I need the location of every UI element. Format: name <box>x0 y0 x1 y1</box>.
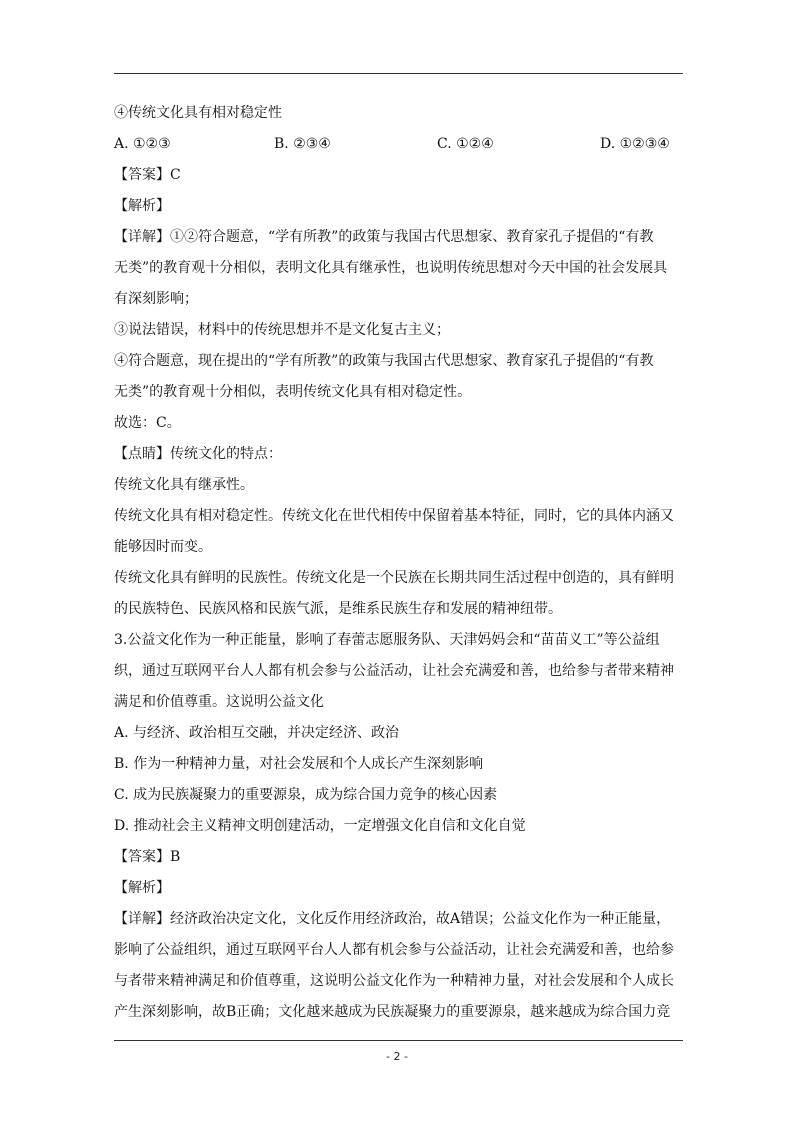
q2-tip-line: 传统文化具有鲜明的民族性。传统文化是一个民族在长期共同生活过程中创造的，具有鲜明 <box>114 570 674 586</box>
q2-detail-line: 【详解】①②符合题意，“学有所教”的政策与我国古代思想家、教育家孔子提倡的“有教 <box>114 229 654 245</box>
q2-detail-line: 无类”的教育观十分相似，表明传统文化具有相对稳定性。 <box>114 384 472 400</box>
q2-tip-line: 能够因时而变。 <box>114 539 212 555</box>
q2-option-c: C. ①②④ <box>437 136 494 152</box>
q3-option-b: B. 作为一种精神力量，对社会发展和个人成长产生深刻影响 <box>114 756 484 772</box>
q2-detail-line: 有深刻影响； <box>114 291 198 307</box>
q2-tip-line: 的民族特色、民族风格和民族气派，是维系民族生存和发展的精神纽带。 <box>114 601 562 617</box>
q3-detail-line: 【详解】经济政治决定文化，文化反作用经济政治，故A错误；公益文化作为一种正能量， <box>114 911 671 927</box>
q3-option-d: D. 推动社会主义精神文明创建活动，一定增强文化自信和文化自觉 <box>114 818 526 834</box>
q2-tip-line: 传统文化具有相对稳定性。传统文化在世代相传中保留着基本特征，同时，它的具体内涵又 <box>114 508 674 524</box>
q2-detail-line: ③说法错误，材料中的传统思想并不是文化复古主义； <box>114 322 450 338</box>
q3-stem-line: 满足和价值尊重。这说明公益文化 <box>114 694 324 710</box>
q2-option-d: D. ①②③④ <box>600 136 670 152</box>
q2-option-a: A. ①②③ <box>114 136 171 152</box>
q3-answer: 【答案】B <box>114 849 181 865</box>
q3-stem-line: 3.公益文化作为一种正能量，影响了春蕾志愿服务队、天津妈妈会和“苗苗义工”等公益组 <box>114 632 660 648</box>
q3-analysis-heading: 【解析】 <box>114 880 170 896</box>
q3-detail-line: 与者带来精神满足和价值尊重，这说明公益文化作为一种精神力量，对社会发展和个人成长 <box>114 973 674 989</box>
q3-detail-line: 产生深刻影响，故B正确；文化越来越成为民族凝聚力的重要源泉，越来越成为综合国力竞 <box>114 1004 671 1020</box>
q2-answer: 【答案】C <box>114 167 181 183</box>
q2-option-b: B. ②③④ <box>274 136 331 152</box>
q2-statement-4: ④传统文化具有相对稳定性 <box>114 105 282 121</box>
page-body <box>114 98 683 1028</box>
header-rule <box>114 73 683 74</box>
q2-tip-line: 【点睛】传统文化的特点： <box>114 446 282 462</box>
q2-tip-line: 传统文化具有继承性。 <box>114 477 254 493</box>
q2-detail-line: ④符合题意，现在提出的“学有所教”的政策与我国古代思想家、教育家孔子提倡的“有教 <box>114 353 654 369</box>
page-number: - 2 - <box>386 1050 408 1063</box>
q2-detail-line: 故选：C。 <box>114 415 181 431</box>
q2-analysis-heading: 【解析】 <box>114 198 170 214</box>
q3-option-a: A. 与经济、政治相互交融，并决定经济、政治 <box>114 725 400 741</box>
footer-rule <box>114 1040 683 1041</box>
q2-options <box>114 129 683 160</box>
q2-detail-line: 无类”的教育观十分相似，表明文化具有继承性，也说明传统思想对今天中国的社会发展具 <box>114 260 668 276</box>
q3-stem-line: 织，通过互联网平台人人都有机会参与公益活动，让社会充满爱和善，也给参与者带来精神 <box>114 663 674 679</box>
q3-detail-line: 影响了公益组织，通过互联网平台人人都有机会参与公益活动，让社会充满爱和善，也给参 <box>114 942 674 958</box>
q3-option-c: C. 成为民族凝聚力的重要源泉，成为综合国力竞争的核心因素 <box>114 787 498 803</box>
